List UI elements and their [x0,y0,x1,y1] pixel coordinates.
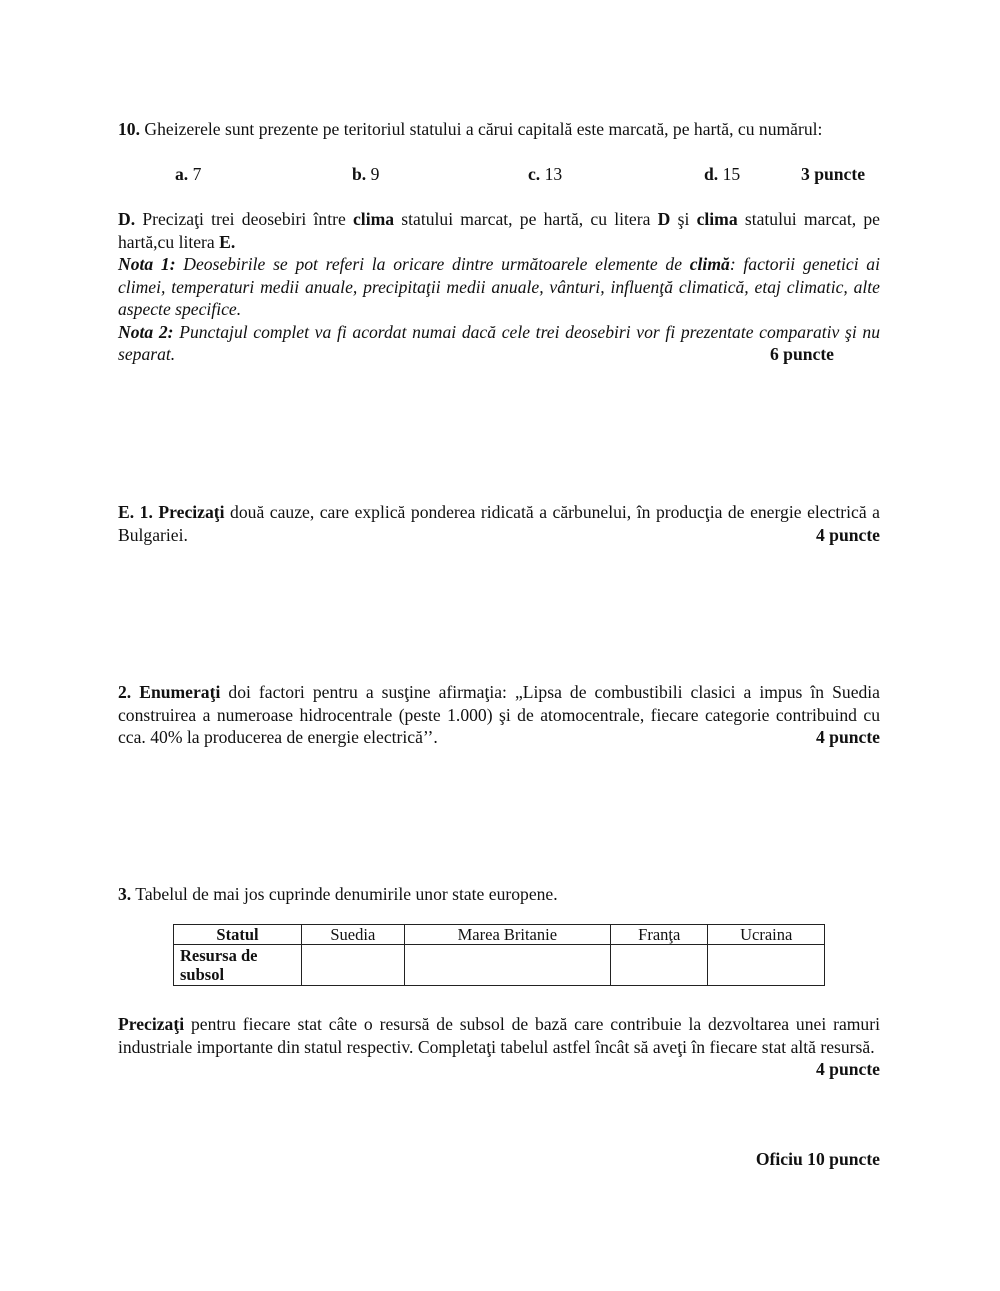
q10-points: 3 puncte [801,164,866,184]
q10-option-c[interactable] [528,163,562,186]
option-value: 9 [370,164,380,184]
table-cell-country: Franţa [611,925,708,945]
section-d [118,208,880,366]
oficiu-points: Oficiu 10 puncte [755,1149,880,1169]
answer-cell-franta[interactable] [611,945,708,986]
e1-text: două cauze, care explică ponderea ridicată a cărbunelui, în producţia de energie electrică a Bulgariei. [118,502,880,545]
option-letter: d. [704,164,719,184]
e3-points: 4 puncte [815,1059,880,1079]
e1-label: E. 1. Precizaţi [118,502,225,522]
e3-intro: 3. Tabelul de mai jos cuprinde denumirile unor state europene. [118,884,558,904]
section-d-points: 6 puncte [769,344,834,364]
table-row [174,945,825,986]
e2-points: 4 puncte [815,727,880,747]
answer-cell-suedia[interactable] [302,945,405,986]
answer-cell-marea-britanie[interactable] [404,945,610,986]
q10-question: Gheizerele sunt prezente pe teritoriul statului a cărui capitală este marcată, pe hartă, cu numărul: [144,119,823,139]
q10-number: 10. [118,119,140,139]
q10-option-a[interactable] [175,163,201,186]
option-letter: a. [175,164,189,184]
e3-label: Precizaţi [118,1014,185,1034]
option-value: 13 [544,164,563,184]
q10-text [118,118,880,141]
q10-option-b[interactable] [352,163,379,186]
option-letter: c. [528,164,541,184]
option-value: 7 [192,164,202,184]
resources-table [173,924,825,986]
table-row [174,925,825,945]
table-cell-country: Suedia [302,925,405,945]
table-cell-country: Marea Britanie [404,925,610,945]
e3-text: pentru fiecare stat câte o resursă de subsol de bază care contribuie la dezvoltarea unei ramuri industriale importante din statul respectiv. Completaţi tabelul astfel încât să aveţi în fiecare stat altă resursă. [118,1014,880,1057]
table-row-label: Resursa de subsol [174,945,302,986]
question-e1 [118,501,880,546]
answer-cell-ucraina[interactable] [708,945,825,986]
table-cell-country: Ucraina [708,925,825,945]
option-letter: b. [352,164,367,184]
e1-points: 4 puncte [815,524,880,545]
section-d-text: D. Precizaţi trei deosebiri între clima statului marcat, pe hartă, cu litera D şi clima statului marcat, pe hartă,cu litera E. [118,209,880,252]
e2-label: 2. Enumeraţi [118,682,221,702]
table-header-statul: Statul [174,925,302,945]
option-value: 15 [722,164,741,184]
nota-1: Nota 1: Deosebirile se pot referi la oricare dintre următoarele elemente de climă: factorii genetici ai climei, temperaturi medii anuale, precipitaţii medii anuale, vânturi, influenţă climatică, etaj climatic, alte aspecte specifice. [118,254,880,319]
e2-text: doi factori pentru a susţine afirmaţia: „Lipsa de combustibili clasici a impus în Suedia construirea a numeroase hidrocentrale (peste 1.000) şi de atomocentrale, fiecare categorie contribuind cu cca. 40% la producerea de energie electrică’’. [118,682,880,747]
e3-task [118,1013,880,1081]
question-e2 [118,681,880,749]
nota-2: Nota 2: Punctajul complet va fi acordat numai dacă cele trei deosebiri vor fi prezentate comparativ şi nu separat. 6 puncte [118,321,881,364]
q10-option-d[interactable] [704,163,740,186]
